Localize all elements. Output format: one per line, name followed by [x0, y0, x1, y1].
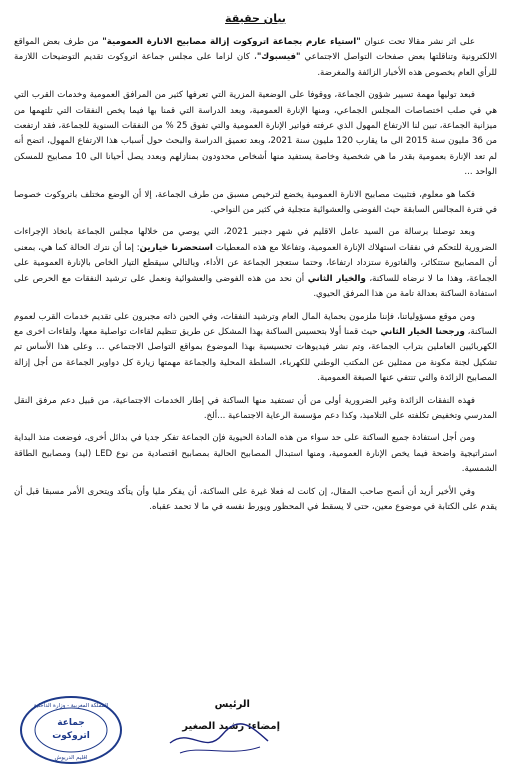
text-run: ، كان لزاما على مجلس جماعة اتروكوت تقديم التوضيحات اللازمة للرأي العام بخصوص هذه الأخبار الزائفة والمغرضة. [14, 52, 497, 78]
text-run: حيث قمنا أولا بتحسيس الساكنة بهذا المشكل عن طريق تنظيم لقاءات تواصلية معها، ولقاءات اخرى مع الكهربائيين العاملين بتراب الجماعة، وتم نشر فيديوهات تحسيسية بهذا الموضوع بمواقع التواصل الاجتماعي ... وعلى هذا الأساس تم تشكيل لجنة مكونة من ممثلين عن المكتب الوطني للكهرباء، السلطة المحلية والجماعة مهمتها زيارة كل دواوير الجماعة من أجل إزالة المصابيح الزائدة والتي تنتفي عنها الصبغة العمومية. [14, 326, 497, 384]
paragraph [14, 88, 497, 180]
bold-text: والخيار الثاني [307, 273, 366, 284]
text-run: فكما هو معلوم، فتثبيت مصابيح الانارة العمومية يخضع لترخيص مسبق من طرف الجماعة، إلا أن الوضع مختلف باتروكوت خصوصا في فترة المجالس السابقة حيث الفوضى والعشوائية متجلية في كثير من النواحي. [14, 189, 497, 216]
stamp-text-top: المملكة المغربية - وزارة الداخلية [33, 703, 109, 709]
stamp-text-middle: جماعة [57, 718, 85, 728]
bold-text: "استياء عارم بجماعة اتروكوت إزالة مصابيح الانارة العمومية" [102, 37, 361, 47]
text-run: فهذه النفقات الزائدة وغير الضرورية أولى من أن تستفيد منها الساكنة في إطار الخدمات الاجتماعية، من قبيل دعم مرفق النقل المدرسي وتخفيض تكلفته على التلاميذ، وكذا دعم مؤسسة الرعاية الاجتماعية ...ألخ. [14, 395, 497, 421]
paragraph [14, 431, 497, 477]
paragraph [14, 485, 497, 516]
bold-text: استحضرنا خيارين [139, 242, 213, 253]
signature-line: إمضاء: رشيد الصغير [182, 721, 280, 732]
document-body [14, 35, 497, 515]
text-run: ومن أجل استفادة جميع الساكنة على حد سواء من هذه المادة الحيوية فإن الجماعة تفكر جديا في بدائل أخرى، فوضعت منذ البداية استراتيجية واضحة فيما يخص الإنارة العمومية، ومنها استبدال المصابيح الحالية بمصابيح اقتصادية من نوع LED (ليد) ومصابيح الطاقة الشمسية. [14, 433, 497, 475]
paragraph [14, 394, 497, 425]
handwritten-signature [150, 697, 280, 761]
signatory-title: الرئيس [214, 699, 250, 710]
text-run: وبعد توصلنا برسالة من السيد عامل الاقليم في شهر دجنبر 2021، التي يوصي من خلالها مجلس الجماعة باتخاذ الإجراءات الضرورية للتحكم في نفقات استهلاك الإنارة العمومية، وتفاعلا مع هذه المعطيات [14, 227, 497, 253]
paragraph [14, 188, 497, 219]
paragraph [14, 35, 497, 81]
paragraph [14, 310, 497, 387]
text-run: : إما أن نترك الحالة كما هي، بمعنى أن المصابيح ستتكاثر، والفاتورة ستزداد ارتفاعا، وحتما ستعجز الجماعة عن الأداء، وبالتالي سيقطع التيار الخاص بالإنارة العمومية على الجماعة، وهذا ما لا نرضاه للساكنة، [14, 242, 498, 284]
text-run: ومن موقع مسؤولياتنا، فإننا ملزمون بحماية المال العام وترشيد النفقات، وفي الحين ذاته مجبرون على تقديم خدمات القرب لعموم الساكنة، [14, 311, 497, 337]
text-run: فبعد توليها مهمة تسيير شؤون الجماعة، ووقوفا على الوضعية المزرية التي تعرفها كثير من المرافق العمومية وخدمات القرب التي هي في صلب اختصاصات المجلس الجماعي، ومنها الإنارة العمومية، وبعد الدراسة التي قمنا بها فيما يخص النفقات التي تلتهمها من ميزانية الجماعة، تبين لنا الارتفاع المهول الذي عرفته فواتير الإنارة العمومية والتي تفوق 25 % من النفقات السنوية للجماعة، فقد ارتفعت من 36 مليون سنة 2015 الى ما يقارب 120 مليون سنة 2021، وبعد تعميق الدراسة والبحث حول أسباب هذا الارتفاع المهول، اتضح أنه لم تعد الإنارة بعمومية بقدر ما هي شخصية وخاصة يستفيد منها أشخاص محدودون بمنازلهم وبعدد يصل أحيانا الى 10 مصابيح للمسكن الواحد ... [14, 90, 497, 178]
bold-text: ورجحنا الخيار الثاني [380, 326, 465, 337]
text-run: أن نحد من هذه الفوضى والعشوائية ونعمل على ترشيد النفقات مع الحرص على استفادة الساكنة بعدالة تامة من هذا المرفق الحيوي. [14, 273, 497, 300]
signature-block [150, 697, 280, 761]
text-run: على اثر نشر مقالا تحت عنوان [360, 37, 475, 47]
stamp-text-name: اتروكوت [52, 731, 90, 741]
stamp-text-bottom: اقليم الدريوش [54, 755, 88, 761]
bold-text: "فيسبوك" [256, 52, 301, 63]
text-run: من طرف بعض المواقع الالكترونية وتناقلتها بعض صفحات التواصل الاجتماعي [14, 37, 497, 63]
official-stamp [16, 693, 126, 767]
document-title: بيان حقيقة [225, 12, 286, 25]
text-run: وفي الأخير أريد أن أنصح صاحب المقال، إن كانت له فعلا غيرة على الساكنة، أن يفكر مليا وأن يتأكد ويتحرى الأمر مسبقا قبل أن يقدم على الكتابة في موضوع معين، حتى لا يسقط في المحظور ويورط نفسه في ما لا تحمد عقباه. [14, 486, 497, 512]
paragraph [14, 225, 497, 302]
